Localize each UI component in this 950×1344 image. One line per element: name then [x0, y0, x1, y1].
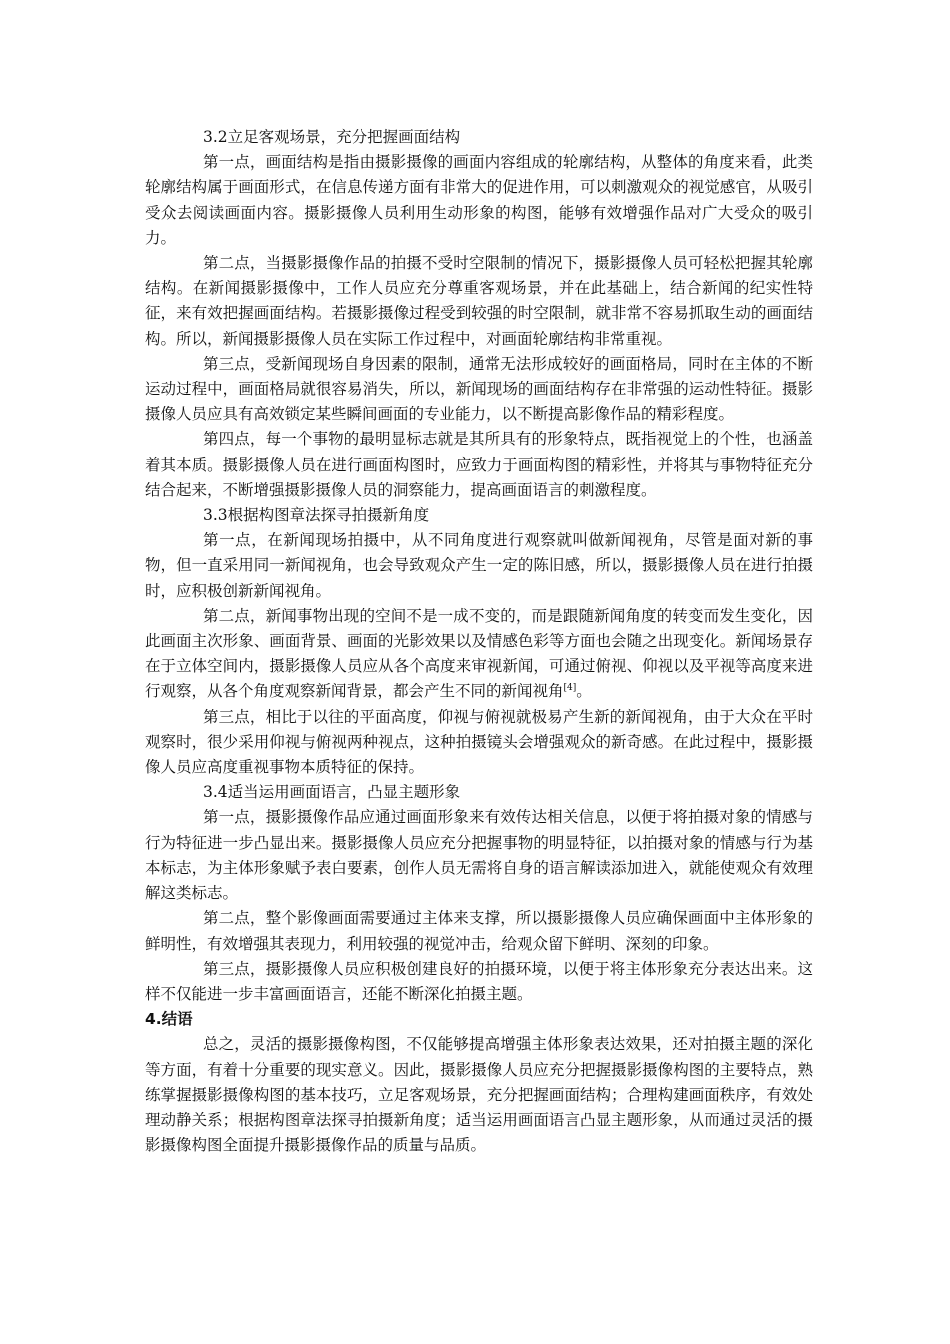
- section-4-title: 4.结语: [145, 1010, 193, 1029]
- citation-marker: [4]: [563, 683, 577, 694]
- section-3-2-paragraph-3: 第三点，受新闻现场自身因素的限制，通常无法形成较好的画面格局，同时在主体的不断运动过程中，画面格局就很容易消失，所以，新闻现场的画面结构存在非常强的运动性特征。摄影摄像人员应具有高效锁定某些瞬间画面的专业能力，以不断提高影像作品的精彩程度。: [145, 354, 813, 424]
- section-3-4-paragraph-3: 第三点，摄影摄像人员应积极创建良好的拍摄环境，以便于将主体形象充分表达出来。这样不仅能进一步丰富画面语言，还能不断深化拍摄主题。: [145, 959, 813, 1003]
- section-3-2-heading: 3.2立足客观场景，充分把握画面结构: [203, 128, 461, 146]
- section-3-2-paragraph-1: 第一点，画面结构是指由摄影摄像的画面内容组成的轮廓结构，从整体的角度来看，此类轮廓结构属于画面形式，在信息传递方面有非常大的促进作用，可以刺激观众的视觉感官，从吸引受众去阅读画面内容。摄影摄像人员利用生动形象的构图，能够有效增强作品对广大受众的吸引力。: [145, 153, 813, 247]
- section-3-2-paragraph-2: 第二点，当摄影摄像作品的拍摄不受时空限制的情况下，摄影摄像人员可轻松把握其轮廓结构。在新闻摄影摄像中，工作人员应充分尊重客观场景，并在此基础上，结合新闻的纪实性特征，来有效把握画面结构。若摄影摄像过程受到较强的时空限制，就非常不容易抓取生动的画面结构。所以，新闻摄影摄像人员在实际工作过程中，对画面轮廓结构非常重视。: [145, 254, 813, 348]
- section-3-3-heading: 3.3根据构图章法探寻拍摄新角度: [203, 506, 430, 525]
- section-3-3-paragraph-1: 第一点，在新闻现场拍摄中，从不同角度进行观察就叫做新闻视角，尽管是面对新的事物，但一直采用同一新闻视角，也会导致观众产生一定的陈旧感，所以，摄影摄像人员在进行拍摄时，应积极创新新闻视角。: [145, 531, 813, 600]
- section-4-paragraph-1: 总之，灵活的摄影摄像构图，不仅能够提高增强主体形象表达效果，还对拍摄主题的深化等方面，有着十分重要的现实意义。因此，摄影摄像人员应充分把握摄影摄像构图的主要特点，熟练掌握摄影摄像构图的基本技巧，立足客观场景，充分把握画面结构；合理构建画面秩序，有效处理动静关系；根据构图章法探寻拍摄新角度；适当运用画面语言凸显主题形象，从而通过灵活的摄影摄像构图全面提升摄影摄像作品的质量与品质。: [145, 1035, 813, 1155]
- document-body: [145, 125, 813, 1158]
- section-3-4-paragraph-2: 第二点，整个影像画面需要通过主体来支撑，所以摄影摄像人员应确保画面中主体形象的鲜明性，有效增强其表现力，利用较强的视觉冲击，给观众留下鲜明、深刻的印象。: [145, 909, 813, 953]
- section-3-3-paragraph-2: [145, 604, 813, 705]
- section-3-2-paragraph-4: 第四点，每一个事物的最明显标志就是其所具有的形象特点，既指视觉上的个性，也涵盖着其本质。摄影摄像人员在进行画面构图时，应致力于画面构图的精彩性，并将其与事物特征充分结合起来，不断增强摄影摄像人员的洞察能力，提高画面语言的刺激程度。: [145, 430, 813, 499]
- section-3-4-paragraph-1: 第一点，摄影摄像作品应通过画面形象来有效传达相关信息，以便于将拍摄对象的情感与行为特征进一步凸显出来。摄影摄像人员应充分把握事物的明显特征，以拍摄对象的情感与行为基本标志，为主体形象赋予表白要素，创作人员无需将自身的语言解读添加进入，就能使观众有效理解这类标志。: [145, 808, 813, 903]
- section-3-4-heading: 3.4适当运用画面语言，凸显主题形象: [203, 783, 461, 802]
- section-3-3-paragraph-2-text: 第二点，新闻事物出现的空间不是一成不变的，而是跟随新闻角度的转变而发生变化，因此画面主次形象、画面背景、画面的光影效果以及情感色彩等方面也会随之出现变化。新闻场景存在于立体空间内，摄影摄像人员应从各个高度来审视新闻，可通过俯视、仰视以及平视等高度来进行观察，从各个角度观察新闻背景，都会产生不同的新闻视角: [145, 606, 813, 701]
- section-3-3-paragraph-3: 第三点，相比于以往的平面高度，仰视与俯视就极易产生新的新闻视角，由于大众在平时观察时，很少采用仰视与俯视两种视点，这种拍摄镜头会增强观众的新奇感。在此过程中，摄影摄像人员应高度重视事物本质特征的保持。: [145, 707, 813, 777]
- section-3-3-paragraph-2-end: 。: [576, 682, 592, 701]
